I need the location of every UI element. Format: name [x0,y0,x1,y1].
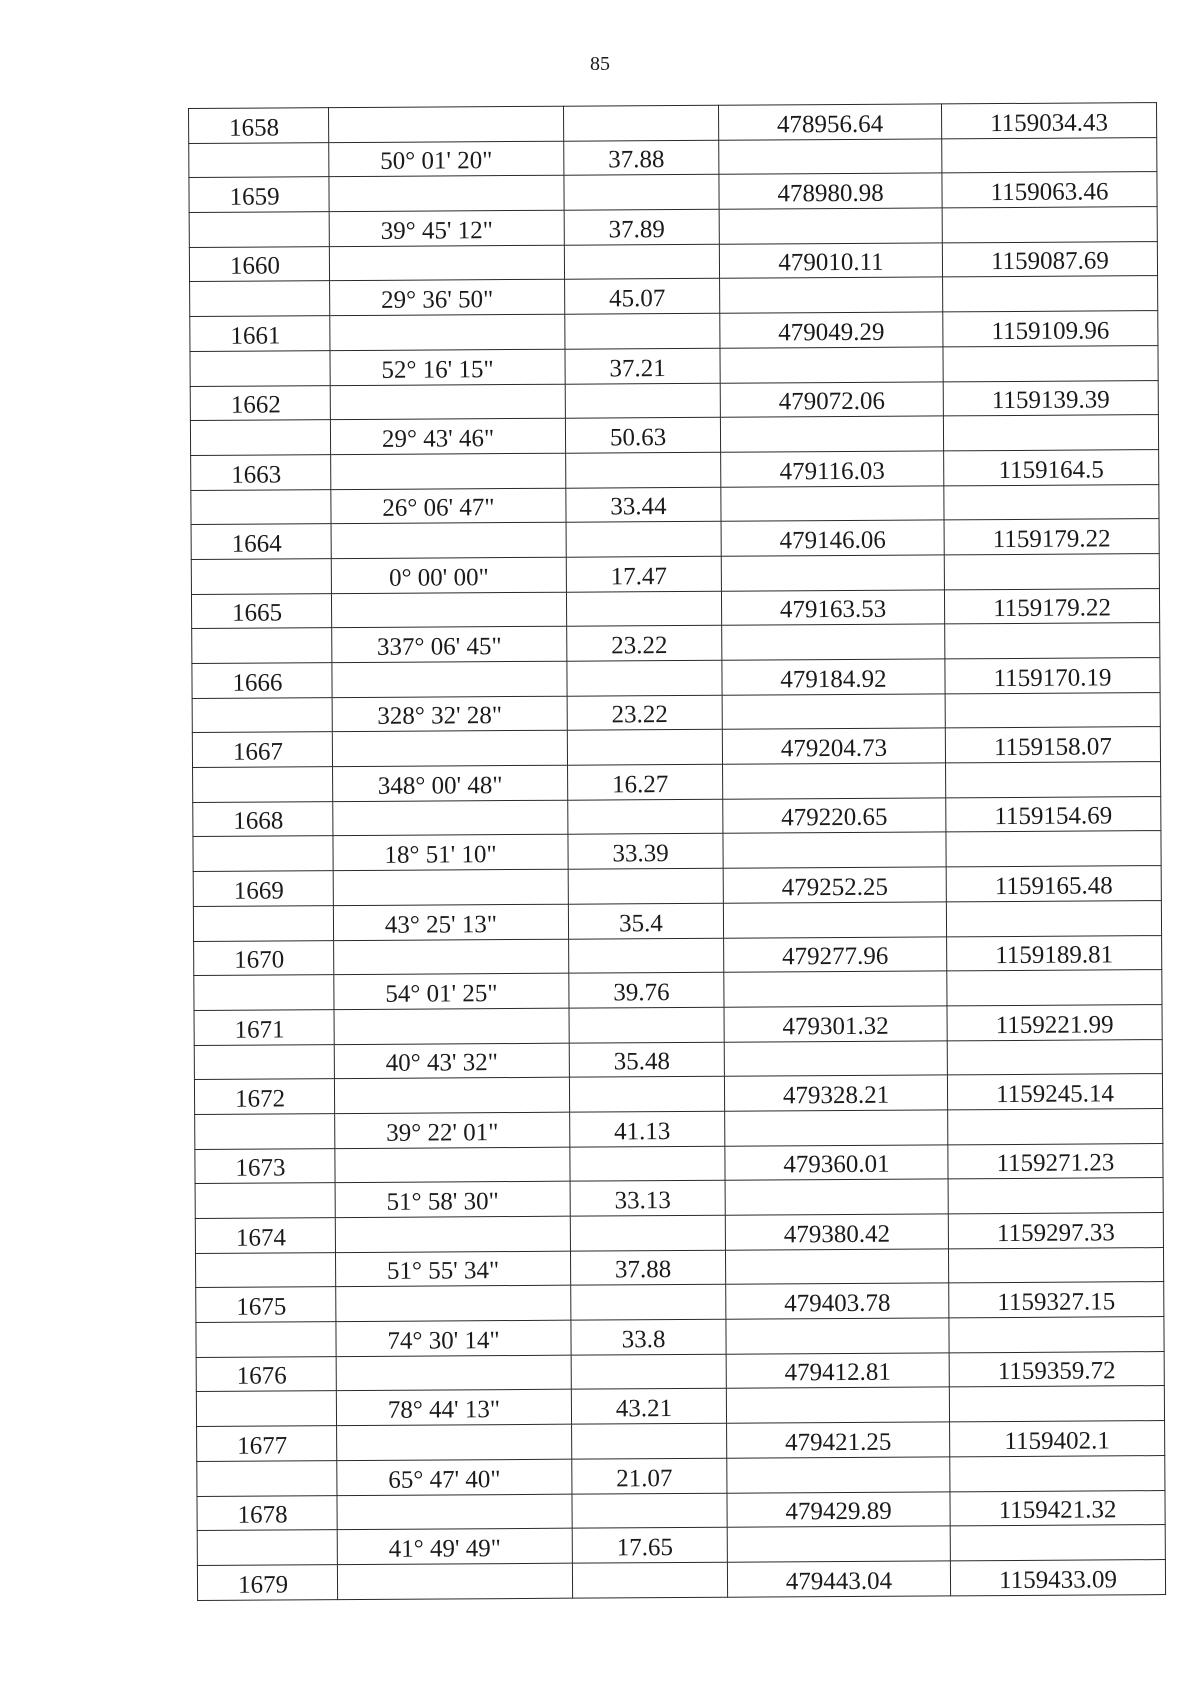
northing-cell: 479277.96 [724,936,947,972]
northing-cell: 479184.92 [722,659,945,695]
distance-cell [567,730,722,766]
point-row [194,935,1162,976]
northing-cell [726,1387,949,1423]
point-row [193,796,1161,837]
easting-cell: 1159327.15 [949,1282,1164,1318]
traverse-leg-row [193,900,1161,941]
traverse-leg-row [193,831,1161,872]
bearing-cell: 52° 16' 15" [330,349,565,385]
easting-cell: 1159433.09 [950,1559,1165,1595]
northing-cell: 479443.04 [727,1561,950,1597]
distance-cell [570,1146,725,1182]
easting-cell [948,1109,1163,1145]
easting-cell: 1159271.23 [948,1143,1163,1179]
bearing-cell: 40° 43' 32" [334,1043,569,1079]
easting-cell [942,207,1157,243]
easting-cell [942,137,1157,173]
point-row [191,519,1159,560]
bearing-cell: 26° 06' 47" [331,488,566,524]
page-number: 85 [590,53,610,75]
easting-cell [948,1178,1163,1214]
easting-cell: 1159179.22 [944,588,1159,624]
bearing-cell: 54° 01' 25" [334,973,569,1009]
point-id-cell: 1677 [197,1426,337,1462]
traverse-leg-row [190,415,1158,456]
northing-cell [723,902,946,938]
point-id-cell: 1669 [193,871,333,907]
distance-cell [566,522,721,558]
easting-cell: 1159164.5 [944,449,1159,485]
northing-cell: 479412.81 [726,1353,949,1389]
easting-cell: 1159158.07 [945,727,1160,763]
distance-cell [564,175,719,211]
point-id-cell: 1678 [197,1495,337,1531]
bearing-cell [329,176,564,212]
distance-cell: 33.39 [568,834,723,870]
bearing-cell [331,592,566,628]
northing-cell [719,208,942,244]
traverse-leg-row [189,207,1157,248]
traverse-leg-row [192,623,1160,664]
northing-cell [720,347,943,383]
northing-cell: 479301.32 [724,1006,947,1042]
distance-cell: 21.07 [572,1458,727,1494]
northing-cell [721,485,944,521]
easting-cell: 1159154.69 [946,796,1161,832]
distance-cell: 17.65 [572,1527,727,1563]
point-id-cell [196,1322,336,1358]
northing-cell [727,1526,950,1562]
point-id-cell [194,1044,334,1080]
point-id-cell [191,559,331,595]
bearing-cell: 328° 32' 28" [332,696,567,732]
point-id-cell: 1674 [195,1218,335,1254]
point-id-cell: 1663 [191,455,331,491]
easting-cell: 1159189.81 [947,935,1162,971]
distance-cell: 37.21 [565,348,720,384]
easting-cell: 1159179.22 [944,519,1159,555]
easting-cell: 1159087.69 [942,241,1157,277]
northing-cell: 479421.25 [727,1422,950,1458]
bearing-cell [334,1077,569,1113]
distance-cell [572,1423,727,1459]
point-row [189,103,1157,144]
bearing-cell: 51° 58' 30" [335,1181,570,1217]
distance-cell: 23.22 [567,626,722,662]
northing-cell: 479010.11 [719,243,942,279]
northing-cell: 478956.64 [718,104,941,140]
point-row [194,1074,1162,1115]
northing-cell: 479380.42 [725,1214,948,1250]
bearing-cell: 74° 30' 14" [336,1320,571,1356]
point-row [189,241,1157,282]
distance-cell [569,1007,724,1043]
bearing-cell [337,1494,572,1530]
bearing-cell: 348° 00' 48" [333,765,568,801]
easting-cell [943,276,1158,312]
bearing-cell: 337° 06' 45" [332,627,567,663]
distance-cell [572,1493,727,1529]
northing-cell: 479429.89 [727,1491,950,1527]
point-row [196,1351,1164,1392]
distance-cell [569,938,724,974]
bearing-cell [330,314,565,350]
point-id-cell: 1658 [189,108,329,144]
northing-cell [724,971,947,1007]
traverse-leg-row [197,1455,1165,1496]
traverse-leg-row [195,1109,1163,1150]
point-id-cell [196,1391,336,1427]
point-id-cell [195,1183,335,1219]
bearing-cell [329,245,564,281]
easting-cell: 1159170.19 [945,658,1160,694]
distance-cell [567,660,722,696]
point-row [190,380,1158,421]
bearing-cell [335,1216,570,1252]
easting-cell: 1159297.33 [948,1213,1163,1249]
point-id-cell [189,212,329,248]
bearing-cell [336,1355,571,1391]
bearing-cell [333,869,568,905]
point-row [191,449,1159,490]
traverse-leg-row [196,1386,1164,1427]
point-row [194,1004,1162,1045]
northing-cell: 479403.78 [726,1283,949,1319]
bearing-cell [333,800,568,836]
point-row [192,727,1160,768]
distance-cell [568,799,723,835]
bearing-cell [337,1424,572,1460]
bearing-cell: 51° 55' 34" [335,1251,570,1287]
distance-cell [572,1562,727,1598]
easting-cell: 1159402.1 [950,1421,1165,1457]
distance-cell: 37.88 [570,1250,725,1286]
easting-cell: 1159421.32 [950,1490,1165,1526]
bearing-cell: 50° 01' 20" [329,141,564,177]
easting-cell: 1159359.72 [949,1351,1164,1387]
northing-cell [720,416,943,452]
point-row [197,1490,1165,1531]
easting-cell [950,1525,1165,1561]
northing-cell [724,1040,947,1076]
point-row [190,311,1158,352]
bearing-cell [332,731,567,767]
table-body [189,103,1166,1600]
distance-cell [568,868,723,904]
point-id-cell [192,697,332,733]
northing-cell: 479049.29 [720,312,943,348]
point-id-cell: 1662 [190,385,330,421]
distance-cell: 50.63 [565,417,720,453]
northing-cell [721,555,944,591]
point-id-cell [189,142,329,178]
point-id-cell: 1660 [189,246,329,282]
traverse-leg-row [191,554,1159,595]
point-id-cell: 1665 [191,593,331,629]
distance-cell [569,1076,724,1112]
northing-cell: 479116.03 [721,451,944,487]
traverse-leg-row [195,1178,1163,1219]
traverse-leg-row [191,484,1159,525]
bearing-cell: 18° 51' 10" [333,835,568,871]
point-row [191,588,1159,629]
distance-cell [565,313,720,349]
bearing-cell: 78° 44' 13" [336,1390,571,1426]
point-id-cell: 1673 [195,1148,335,1184]
northing-cell [723,832,946,868]
point-id-cell [190,350,330,386]
point-id-cell: 1659 [189,177,329,213]
traverse-leg-row [189,137,1157,178]
bearing-cell: 29° 43' 46" [330,418,565,454]
easting-cell [949,1317,1164,1353]
point-row [189,172,1157,213]
point-id-cell [193,905,333,941]
bearing-cell [334,1008,569,1044]
easting-cell: 1159109.96 [943,311,1158,347]
northing-cell [725,1179,948,1215]
northing-cell: 479252.25 [723,867,946,903]
point-row [192,658,1160,699]
bearing-cell [334,939,569,975]
northing-cell [723,763,946,799]
point-id-cell [192,628,332,664]
distance-cell: 35.4 [568,903,723,939]
point-id-cell [195,1114,335,1150]
point-id-cell [190,420,330,456]
point-id-cell [197,1460,337,1496]
point-id-cell: 1668 [193,801,333,837]
easting-cell [945,692,1160,728]
traverse-leg-row [192,692,1160,733]
point-id-cell: 1675 [196,1287,336,1323]
survey-coordinates-table [188,102,1166,1600]
point-id-cell [190,281,330,317]
easting-cell [943,415,1158,451]
northing-cell: 479204.73 [722,728,945,764]
easting-cell [946,900,1161,936]
bearing-cell: 39° 45' 12" [329,210,564,246]
bearing-cell: 0° 00' 00" [331,557,566,593]
distance-cell [571,1354,726,1390]
easting-cell [946,831,1161,867]
distance-cell [563,105,718,141]
point-id-cell [194,975,334,1011]
easting-cell [943,345,1158,381]
distance-cell [566,452,721,488]
northing-cell [719,139,942,175]
northing-cell: 479146.06 [721,520,944,556]
bearing-cell: 43° 25' 13" [333,904,568,940]
northing-cell [726,1318,949,1354]
bearing-cell [330,384,565,420]
distance-cell [571,1285,726,1321]
easting-cell: 1159221.99 [947,1004,1162,1040]
easting-cell: 1159034.43 [941,103,1156,139]
point-id-cell [191,489,331,525]
traverse-leg-row [196,1317,1164,1358]
distance-cell: 39.76 [569,972,724,1008]
traverse-leg-row [194,1039,1162,1080]
easting-cell: 1159139.39 [943,380,1158,416]
bearing-cell: 65° 47' 40" [337,1459,572,1495]
distance-cell: 33.44 [566,487,721,523]
point-row [196,1282,1164,1323]
traverse-leg-row [194,970,1162,1011]
distance-cell: 35.48 [569,1042,724,1078]
point-id-cell: 1672 [194,1079,334,1115]
bearing-cell [337,1563,572,1599]
distance-cell: 37.88 [564,140,719,176]
northing-cell: 478980.98 [719,173,942,209]
bearing-cell [336,1286,571,1322]
point-id-cell: 1676 [196,1356,336,1392]
northing-cell: 479328.21 [724,1075,947,1111]
northing-cell [725,1110,948,1146]
traverse-leg-row [195,1247,1163,1288]
distance-cell: 16.27 [568,764,723,800]
traverse-leg-row [190,276,1158,317]
bearing-cell [332,661,567,697]
northing-cell: 479163.53 [721,590,944,626]
point-row [195,1213,1163,1254]
traverse-leg-row [193,762,1161,803]
point-id-cell [195,1252,335,1288]
point-id-cell [193,767,333,803]
point-row [195,1143,1163,1184]
point-id-cell: 1670 [194,940,334,976]
distance-cell [570,1215,725,1251]
distance-cell: 37.89 [564,209,719,245]
distance-cell: 43.21 [571,1389,726,1425]
traverse-leg-row [197,1525,1165,1566]
easting-cell [950,1455,1165,1491]
easting-cell [945,623,1160,659]
distance-cell: 45.07 [565,279,720,315]
easting-cell: 1159245.14 [947,1074,1162,1110]
easting-cell [946,762,1161,798]
point-id-cell: 1667 [192,732,332,768]
northing-cell [727,1457,950,1493]
easting-cell [947,1039,1162,1075]
northing-cell [722,694,945,730]
northing-cell [722,624,945,660]
point-id-cell [197,1530,337,1566]
easting-cell: 1159063.46 [942,172,1157,208]
northing-cell [725,1249,948,1285]
point-id-cell: 1666 [192,663,332,699]
bearing-cell: 39° 22' 01" [335,1112,570,1148]
point-id-cell: 1661 [190,316,330,352]
easting-cell [947,970,1162,1006]
bearing-cell: 29° 36' 50" [330,280,565,316]
distance-cell [564,244,719,280]
easting-cell [944,554,1159,590]
distance-cell [566,591,721,627]
easting-cell [948,1247,1163,1283]
point-id-cell: 1679 [197,1564,337,1600]
northing-cell: 479072.06 [720,381,943,417]
bearing-cell [331,453,566,489]
northing-cell: 479220.65 [723,798,946,834]
northing-cell [720,277,943,313]
distance-cell: 23.22 [567,695,722,731]
point-id-cell: 1671 [194,1009,334,1045]
bearing-cell [331,522,566,558]
bearing-cell [329,106,564,142]
northing-cell: 479360.01 [725,1145,948,1181]
point-id-cell: 1664 [191,524,331,560]
bearing-cell [335,1147,570,1183]
distance-cell: 17.47 [566,556,721,592]
bearing-cell: 41° 49' 49" [337,1528,572,1564]
distance-cell: 41.13 [570,1111,725,1147]
distance-cell: 33.8 [571,1319,726,1355]
point-row [193,866,1161,907]
point-id-cell [193,836,333,872]
point-row [197,1559,1165,1600]
point-row [197,1421,1165,1462]
distance-cell [565,383,720,419]
traverse-leg-row [190,345,1158,386]
easting-cell [949,1386,1164,1422]
easting-cell: 1159165.48 [946,866,1161,902]
easting-cell [944,484,1159,520]
distance-cell: 33.13 [570,1181,725,1217]
